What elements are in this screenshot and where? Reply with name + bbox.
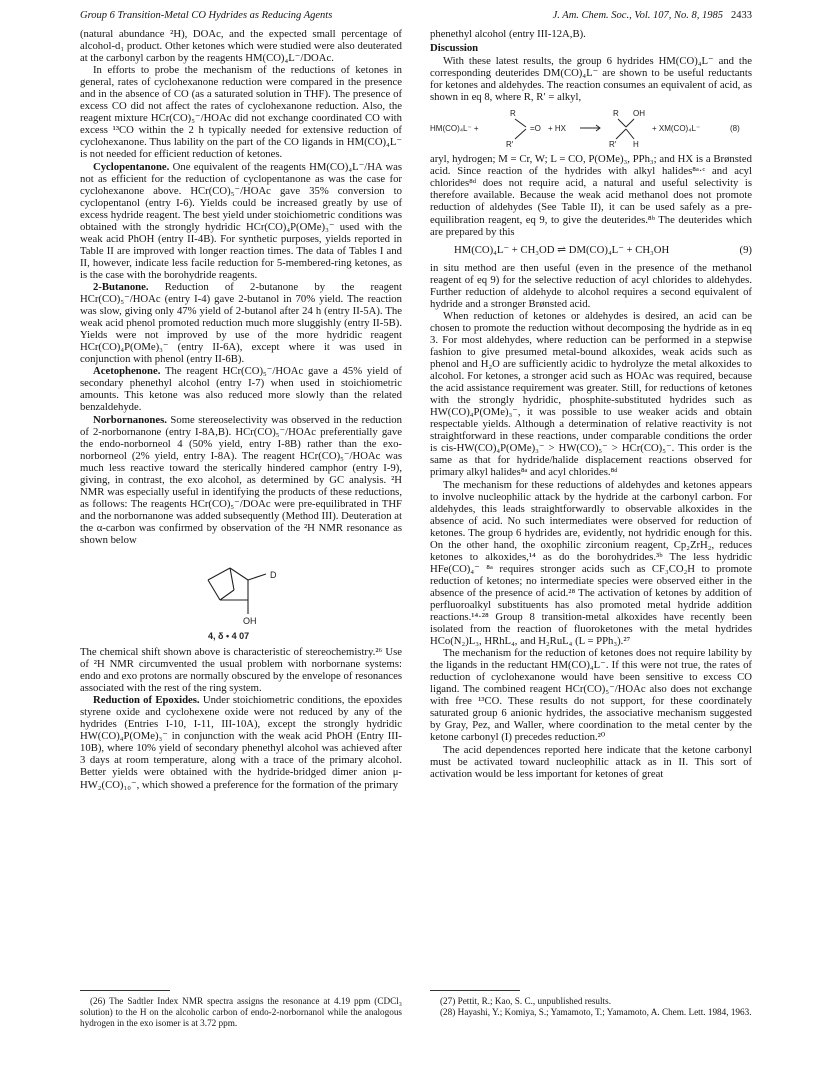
footnote-rule-right	[430, 990, 520, 991]
paragraph-acetophenone	[80, 365, 402, 413]
eq8-number: (8)	[730, 124, 740, 134]
paragraph-cyclopentanone	[80, 161, 402, 281]
eq8-reagent: HM(CO)₄L⁻ +	[430, 124, 479, 134]
header-title: Group 6 Transition-Metal CO Hydrides as Reducing Agents	[80, 10, 333, 21]
paragraph-mechanism: In efforts to probe the mechanism of the reductions of ketones in general, rates of cyclohexanone reduction were compared in the presence and in the absence of CO (as a saturated solution in THF). The presence of excess CO did not affect the rates of cyclohexanone reduction. Also, the reagent mixture HCr(CO)₅⁻/HOAc did not exchange coordinated CO with excess ¹³CO within the 2 h typically needed for extensive reduction of cyclohexanone. Thus lability on the part of the CO ligands in HM(CO)₄L⁻ is not needed for efficient reduction of ketones.	[80, 64, 402, 161]
eq8-product-rprime: R′	[609, 140, 617, 150]
paragraph-eq8-definitions: aryl, hydrogen; M = Cr, W; L = CO, P(OMe)₃, PPh₃; and HX is a Brønsted acid. Since reaction of the hydrides with alkyl halides⁸ᵃ·ᶜ and acyl chlorides⁸ᵈ does not require acid, a natural and useful selectivity is therefore available. Because the weak acid methanol does not promote reduction of aldehydes (See Table II), it can be used safely as a pre-equilibration reagent, eq 9, to give the deuterides.⁸ᵇ The deuterides which are prepared by this	[430, 153, 752, 238]
paragraph-epoxides	[80, 694, 402, 790]
paragraph-norbornanones	[80, 414, 402, 547]
paragraph-2-butanone	[80, 281, 402, 365]
header-journal	[553, 10, 752, 21]
paragraph-text: Reduction of 2-butanone by the reagent HCr(CO)₅⁻/HOAc (entry I-4) gave 2-butanol in 70% yield. The reaction was slow, giving only 47% yield of 2-butanol after 24 h (entry II-5A). The weak acid phenol promoted reduction much more sluggishly (entry II-5B). Yields were not improved by use of the more hydridic reagent HCr(CO)₄P(OMe)₃⁻ (entry II-6A), except where it was used in conjunction with phenol (entry II-6B).	[80, 280, 402, 366]
footnote-26: (26) The Sadtler Index NMR spectra assigns the resonance at 4.19 ppm (CDCl₃ solution) to the H on the alcoholic carbon of endo-2-norbornanol while the analogous hydrogen in the exo isomer is at 3.72 ppm.	[80, 996, 402, 1028]
runin-heading-acetophenone: Acetophenone.	[93, 365, 161, 378]
section-heading-discussion: Discussion	[430, 42, 479, 55]
paragraph-continued: phenethyl alcohol (entry III-12A,B).	[430, 28, 586, 40]
paragraph-text: One equivalent of the reagents HM(CO)₄L⁻/HA was not as efficient for the reduction of cyclopentanone as was the case for cyclohexanone above. HCr(CO)₅⁻/HOAc gave 35% conversion to cyclopentanol (entry I-6). Yields could be increased greatly by use of excess hydride reagent. The best yield under stoichiometric conditions was obtained with the strongly hydridic HCr(CO)₄P(OMe)₃⁻ used with the weak acid PhOH (entry II-4B). For synthetic purposes, yields reported in Table II are improved with longer reaction times. The data of Tables I and II, however, indicate less facile reduction for 5-membered-ring ketones, as is the case with the borohydride reagents.	[80, 160, 402, 281]
eq8-ketone-rprime: R′	[506, 140, 514, 150]
norborneol-structure	[80, 550, 402, 642]
equation-8-drawing	[430, 107, 752, 149]
eq8-ketone-oxygen: =O	[530, 124, 541, 134]
paragraph-acid-dependence: The acid dependences reported here indicate that the ketone carbonyl must be activated toward nucleophilic attack as in II. This sort of activation would be less important for ketones of great	[430, 743, 752, 780]
equation-8	[430, 107, 752, 149]
footnote-28: (28) Hayashi, Y.; Komiya, S.; Yamamoto, T.; Yamamoto, A. Chem. Lett. 1984, 1963.	[440, 1006, 752, 1017]
runin-heading-2-butanone: 2-Butanone.	[93, 280, 149, 293]
deuterium-label: D	[270, 570, 277, 581]
left-column	[80, 28, 402, 791]
eq8-acid: + HX	[548, 124, 567, 134]
paragraph-acid-choice: When reduction of ketones or aldehydes is desired, an acid can be chosen to promote the reduction without decomposing the hydride as in eq 3. For most aldehydes, where reduction can be performed in a stepwise fashion to give presumed metal-bound alkoxides, weak acids such as phenol and H₂O are sufficiently acidic to hydrolyze the metal alkoxides to alcohol. For ketones, a stronger acid such as HOAc was required, because the acid assistance requirement was greater. Still, for reductions of ketones with the strongly hydridic, phosphite-substituted hydrides such as HW(CO)₄P(OMe)₃⁻, it was possible to use weaker acids and obtain respectable yields. Although a determination of relative reactivity is not straightforward in these reactions, under comparable conditions the order is cis-HW(CO)₄P(OMe)₃⁻ > HW(CO)₅⁻ > HCr(CO)₅⁻. This order is the same as that for hydride/halide displacement reactions observed for primary alkyl halides⁸ᵃ and acyl chlorides.⁸ᵈ	[430, 309, 752, 479]
equation-9	[430, 244, 752, 256]
hydroxyl-label: OH	[243, 616, 257, 627]
eq8-byproduct: + XM(CO)₄L⁻	[652, 124, 701, 134]
paragraph-continued: (natural abundance ²H), DOAc, and the expected small percentage of alcohol-d₁ product. Other ketones which were studied were also deuterated at the carbonyl carbon by the reagents HM(CO)₄L⁻/DOAc.	[80, 28, 402, 65]
footnote-rule-left	[80, 990, 170, 991]
right-column	[430, 28, 752, 780]
footnote-27: (27) Pettit, R.; Kao, S. C., unpublished results.	[440, 996, 611, 1006]
runin-heading-cyclopentanone: Cyclopentanone.	[93, 160, 170, 173]
paragraph-in-situ: in situ method are then useful (even in the presence of the methanol reagent of eq 9) for the selective reduction of acyl chlorides to aldehydes. Further reduction of aldehyde to alcohol requires a second equivalent of hydride and a stronger Brønsted acid.	[430, 261, 752, 310]
eq8-product-oh: OH	[633, 109, 645, 119]
eq9-text: HM(CO)₄L⁻ + CH₃OD ⇌ DM(CO)₄L⁻ + CH₃OH	[454, 243, 670, 256]
eq9-number: (9)	[739, 243, 752, 256]
paragraph-text: The reagent HCr(CO)₅⁻/HOAc gave a 45% yield of secondary phenethyl alcohol (entry I-7) when used in stoichiometric amounts. This ketone was also reduced more slowly than the related benzaldehyde.	[80, 365, 402, 414]
paragraph-discussion-intro: With these latest results, the group 6 hydrides HM(CO)₄L⁻ and the corresponding deuterides DM(CO)₄L⁻ are shown to be useful reductants for ketones and aldehydes. The reaction consumes an equivalent of acid, as shown in eq 8, where R, R′ = alkyl,	[430, 55, 752, 104]
norborneol-structure-drawing	[190, 550, 310, 642]
paragraph-chemical-shift: The chemical shift shown above is characteristic of stereochemistry.²⁶ Use of ²H NMR circumvented the usual problem with norbornane systems: endo and exo protons are normally obscured by the envelope of resonances associated with the rest of the ring system.	[80, 646, 402, 695]
structure-caption: 4, δ • 4 07	[208, 631, 250, 642]
runin-heading-norbornanones: Norbornanones.	[93, 413, 167, 426]
footnotes-right	[430, 996, 752, 1018]
paragraph-mechanism-attack: The mechanism for these reductions of aldehydes and ketones appears to involve nucleophilic attack by the hydride at the carbonyl carbon. For aldehydes, this leads straightforwardly to observable alkoxides in the absence of acid. No such intermediates were observed for reduction of ketones. The group 6 hydrides are, evidently, not hydridic enough for this. On the other hand, the oxophilic zirconium reagent, Cp₂ZrH₂, reduces ketones to alkoxides,¹⁴ as do the borohydrides.³ᵇ The less hydridic HFe(CO)₄⁻ ⁸ᵃ requires stronger acids such as CF₃CO₂H to promote reduction of ketones; no intermediate species were observed either in the absence of the presence of acid.²⁸ The activation of ketones by addition of perfluoroalkyl substituents has also promoted metal hydride addition reactions.¹⁴·²⁸ Group 8 transition-metal alkoxides have recently been isolated from the reaction of fluoroketones with the metal hydrides HCo(N₂)L₃, HRhL₄, and H₂RuL₄ (L = PPh₃).²⁷	[430, 478, 752, 648]
runin-heading-epoxides: Reduction of Epoxides.	[93, 694, 200, 707]
paragraph-text: Some stereoselectivity was observed in the reduction of 2-norbornanone (entry I-8A,B). HCr(CO)₅⁻/HOAc preferentially gave the endo-norborneol 4 (50% yield, entry I-8B) rather than the exo-norborneol (2% yield, entry I-8A). The reagent HCr(CO)₅⁻/HOAc was much less reactive toward the sterically hindered camphor (entry I-9), giving, in contrast, the exo alcohol, as determined by GC analysis. ²H NMR was especially useful in identifying the products of these reductions, as follows: The reagents HCr(CO)₅⁻/DOAc were pre-equilibrated in THF and the norbornanone was added subsequently (Method III). Deuteration at the α-carbon was confirmed by observation of the ²H NMR resonance as shown below	[80, 413, 402, 546]
header-citation: J. Am. Chem. Soc., Vol. 107, No. 8, 1985	[552, 10, 723, 21]
footnotes-left	[80, 996, 402, 1028]
eq8-product-r: R	[613, 109, 619, 119]
paragraph-lability: The mechanism for the reduction of ketones does not require lability by the ligands in the reductant HM(CO)₄L⁻. If this were not true, the rates of reduction of cyclohexanone would have been sensitive to excess CO ligand. The combined reagent HCr(CO)₅⁻/HOAc also does not exchange with free ¹³CO. These results do not support, for these coordinately saturated group 6 anionic hydrides, the associative mechanism suggested by Gray, Pez, and Waller, where coordination to the metal center by the ketone carbonyl (I) precedes reduction.²⁰	[430, 647, 752, 744]
eq8-product-h: H	[633, 140, 639, 150]
running-header	[80, 10, 752, 26]
page-number: 2433	[731, 10, 752, 21]
eq8-ketone-r: R	[510, 109, 516, 119]
paragraph-text: Under stoichiometric conditions, the epoxides styrene oxide and cyclohexene oxide were not reduced by any of the hydrides (Entries I-10, I-11, III-10A), except the strongly hydridic HW(CO)₄P(OMe)₃⁻ in conjunction with the weak acid PhOH (Entry III-10B), where 10% yield of secondary phenethyl alcohol was achieved after 3 days at room temperature, along with a trace of the primary alcohol. Better yields were obtained with the hydride-bridged dimer anion μ-HW₂(CO)₁₀⁻, which showed a preference for the formation of the primary	[80, 694, 402, 791]
